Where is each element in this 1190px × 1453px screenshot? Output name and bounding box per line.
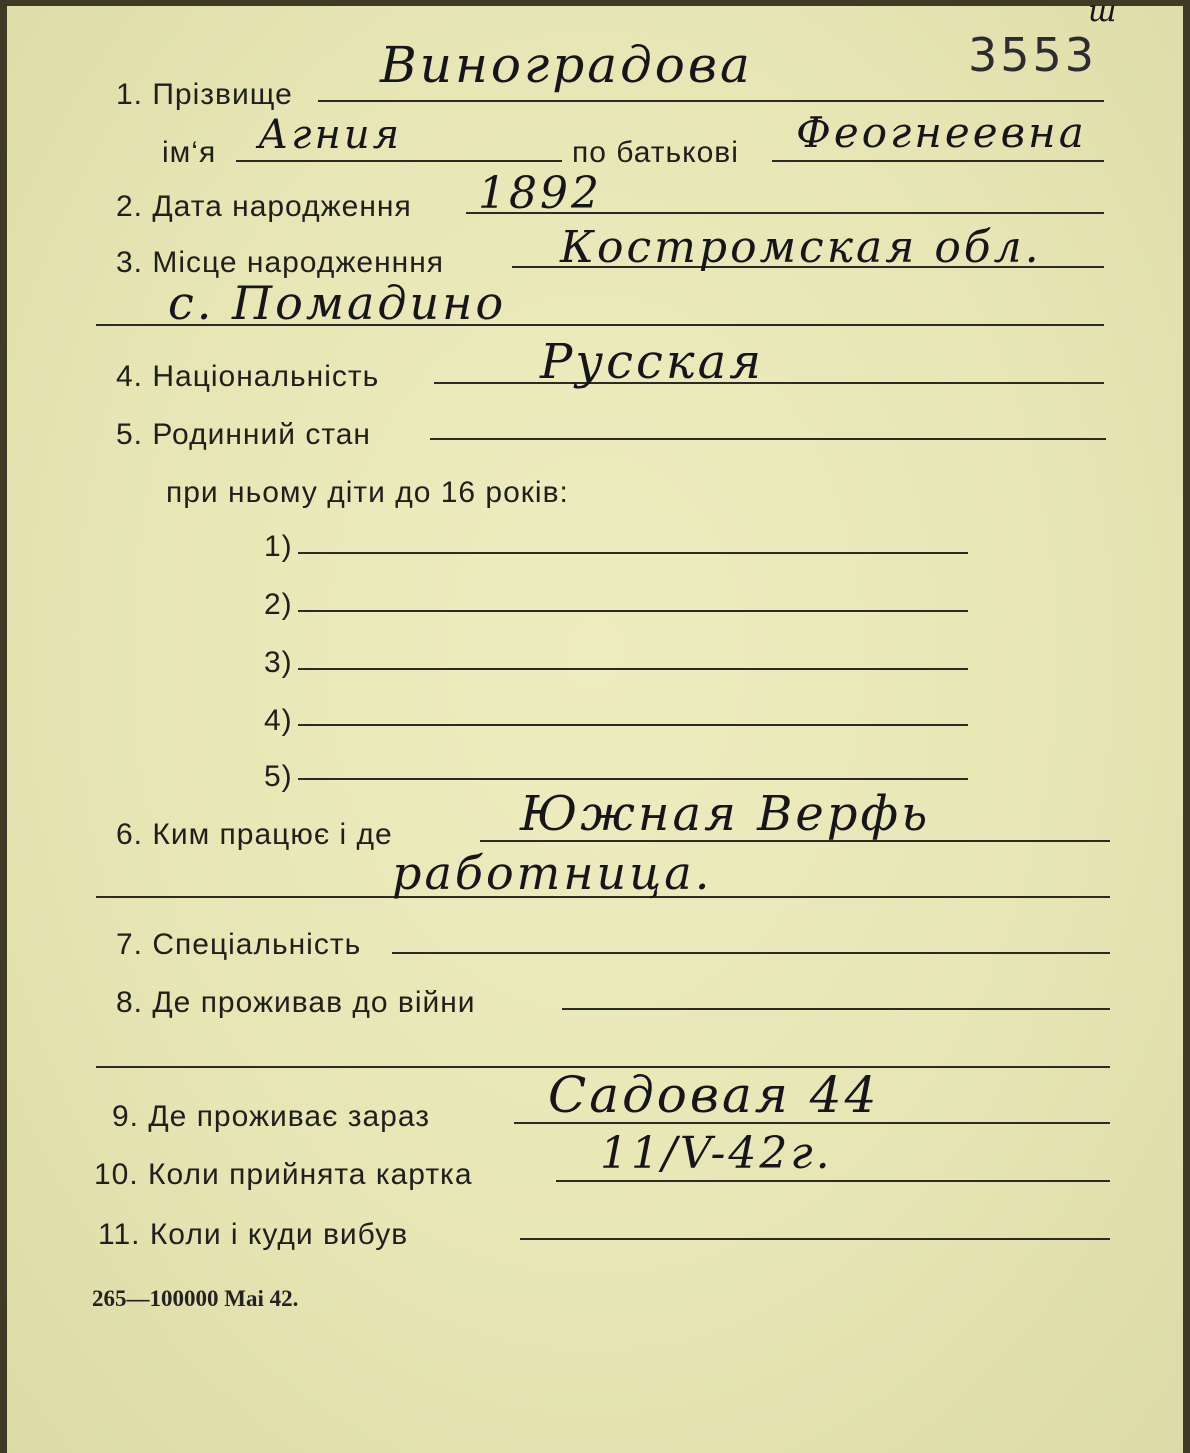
print-mark: 265—100000 Mai 42. [92, 1286, 299, 1311]
current-residence-label: 9. Де проживає зараз [112, 1100, 430, 1133]
nationality-label: 4. Національність [116, 360, 380, 393]
birth-date-label: 2. Дата народження [116, 190, 412, 223]
card-accepted-label: 10. Коли прийнята картка [94, 1158, 473, 1191]
card-accepted-value: 11/V-42г. [600, 1128, 833, 1179]
card-edge-top [0, 0, 1190, 6]
children-label: при ньому діти до 16 років: [166, 476, 569, 509]
birth-place-value-1: Костромская обл. [560, 222, 1042, 273]
child-4-line [298, 724, 968, 726]
card-number-mark: ш [1088, 0, 1120, 29]
departed-line [520, 1238, 1110, 1240]
workplace-value-1: Южная Верфь [520, 786, 931, 842]
marital-status-line [430, 438, 1106, 440]
name-label: ім‘я [162, 136, 217, 169]
prewar-residence-label: 8. Де проживав до війни [116, 986, 476, 1019]
child-3-line [298, 668, 968, 670]
birth-place-label: 3. Місце народженння [116, 246, 445, 279]
birth-date-value: 1892 [478, 168, 602, 219]
child-1-line [298, 552, 968, 554]
birth-place-value-2: с. Помадино [168, 276, 507, 330]
name-value: Агния [258, 112, 403, 158]
prewar-residence-line-1 [562, 1008, 1110, 1010]
patronymic-label: по батькові [572, 136, 739, 169]
surname-line [318, 100, 1104, 102]
current-residence-value: Садовая 44 [548, 1066, 880, 1124]
patronymic-value: Феогнеевна [796, 108, 1087, 157]
child-2-number: 2) [264, 588, 293, 621]
nationality-line [434, 382, 1104, 384]
child-5-number: 5) [264, 760, 293, 793]
workplace-label: 6. Ким працює і де [116, 818, 393, 851]
card-edge-left [0, 0, 7, 1453]
child-5-line [298, 778, 968, 780]
specialty-line [392, 952, 1110, 954]
workplace-value-2: работница. [392, 846, 713, 900]
marital-status-label: 5. Родинний стан [116, 418, 371, 451]
departed-label: 11. Коли і куди вибув [98, 1218, 409, 1251]
name-line [236, 160, 562, 162]
child-4-number: 4) [264, 704, 293, 737]
card-number: 3553 [968, 28, 1098, 82]
surname-value: Виноградова [380, 36, 753, 94]
specialty-label: 7. Спеціальність [116, 928, 362, 961]
patronymic-line [772, 160, 1104, 162]
nationality-value: Русская [540, 334, 764, 390]
surname-label: 1. Прізвище [116, 78, 293, 111]
card-accepted-line [556, 1180, 1110, 1182]
card-edge-right [1183, 0, 1190, 1453]
child-2-line [298, 610, 968, 612]
child-1-number: 1) [264, 530, 293, 563]
child-3-number: 3) [264, 646, 293, 679]
